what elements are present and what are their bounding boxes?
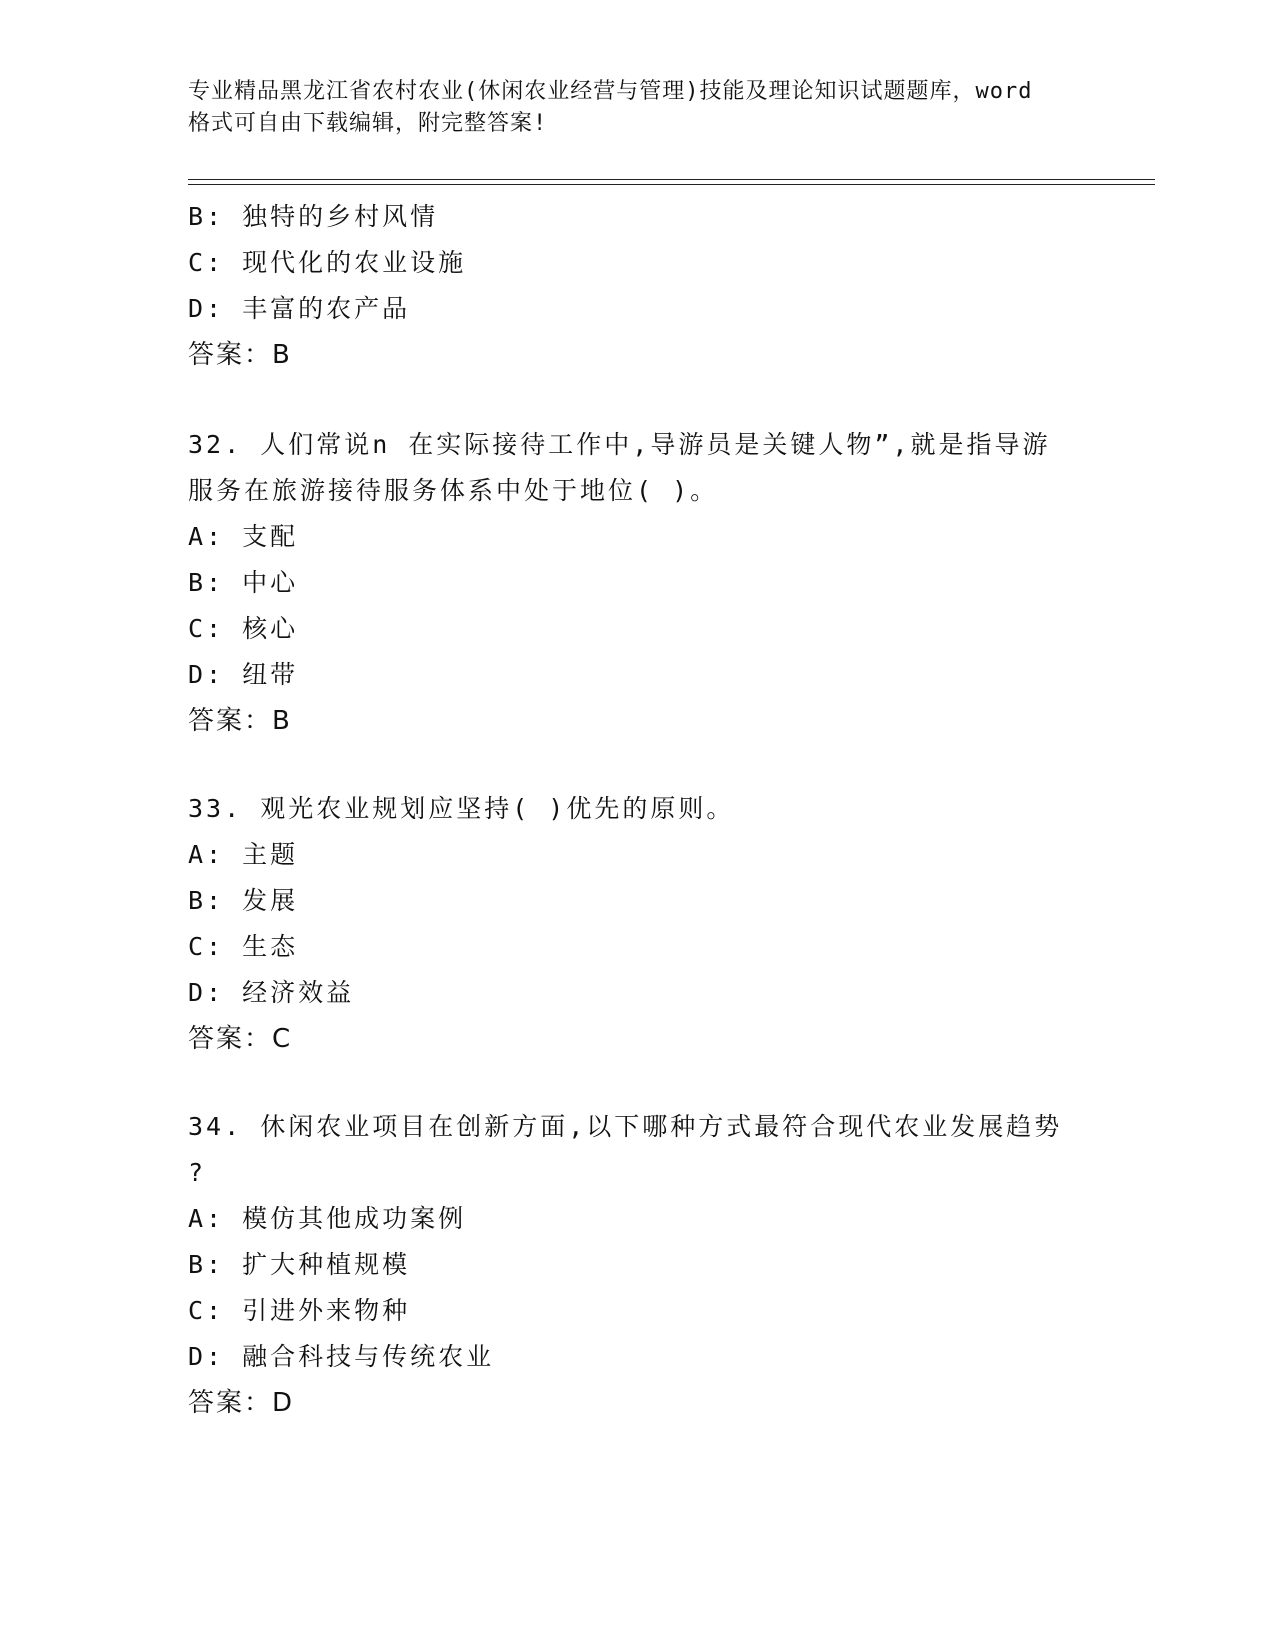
option-d: D: 纽带 [188,660,299,689]
answer: 答案：C [188,1024,293,1054]
header-line-1: 专业精品黑龙江省农村农业(休闲农业经营与管理)技能及理论知识试题题库，word [188,79,1033,104]
option-c: C: 现代化的农业设施 [188,248,467,277]
question-31 [188,194,1088,378]
option-c: C: 核心 [188,614,299,643]
header-line-2: 格式可自由下载编辑，附完整答案! [188,111,548,136]
question-list [188,194,1088,1426]
option-c: C: 生态 [188,932,299,961]
question-text-line-2: 服务在旅游接待服务体系中处于地位( )。 [188,476,719,505]
spacer [188,378,1088,422]
answer: 答案：B [188,706,292,736]
option-b: B: 中心 [188,568,299,597]
question-text-line-1: 34. 休闲农业项目在创新方面,以下哪种方式最符合现代农业发展趋势 [188,1112,1063,1141]
option-b: B: 扩大种植规模 [188,1250,411,1279]
header-divider-bottom [188,184,1155,185]
spacer [188,1062,1088,1104]
question-32 [188,422,1088,744]
header-divider-top [188,179,1155,180]
option-d: D: 经济效益 [188,978,355,1007]
question-34 [188,1104,1088,1426]
option-a: A: 主题 [188,840,299,869]
option-c: C: 引进外来物种 [188,1296,411,1325]
option-b: B: 独特的乡村风情 [188,202,439,231]
option-d: D: 融合科技与传统农业 [188,1342,495,1371]
spacer [188,744,1088,786]
answer: 答案：B [188,340,292,370]
question-33 [188,786,1088,1062]
option-b: B: 发展 [188,886,299,915]
question-text-line-1: 33. 观光农业规划应坚持( )优先的原则。 [188,794,735,823]
option-a: A: 模仿其他成功案例 [188,1204,467,1233]
option-a: A: 支配 [188,522,299,551]
option-d: D: 丰富的农产品 [188,294,411,323]
question-text-line-1: 32. 人们常说n 在实际接待工作中,导游员是关键人物”,就是指导游 [188,430,1051,459]
answer: 答案：D [188,1388,295,1418]
document-header [188,76,1088,140]
question-text-line-2: ? [188,1158,207,1187]
